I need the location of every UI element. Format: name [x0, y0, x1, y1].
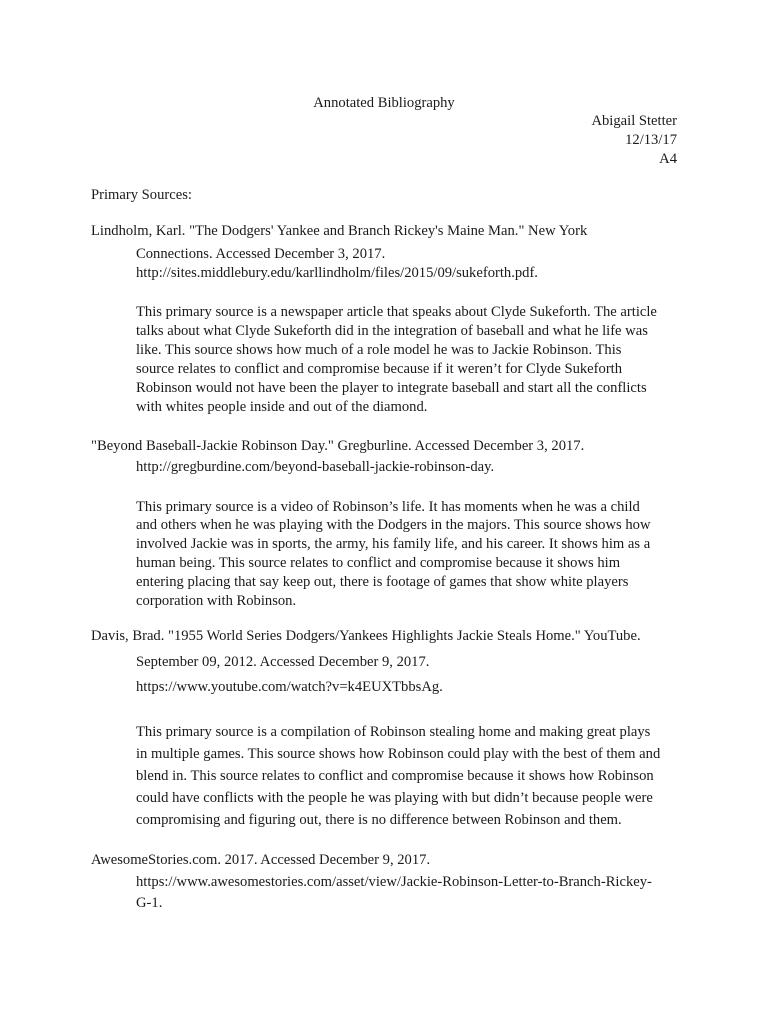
annotation-line: human being. This source relates to conflict and compromise because it shows him: [136, 555, 621, 571]
annotation-line: and others when he was playing with the Dodgers in the majors. This source shows how: [136, 517, 651, 533]
citation-line: Davis, Brad. "1955 World Series Dodgers/Yankees Highlights Jackie Steals Home." YouTube.: [91, 628, 641, 644]
citation-line: September 09, 2012. Accessed December 9, 2017.: [136, 654, 430, 670]
annotation-line: talks about what Clyde Sukeforth did in the integration of baseball and what he life was: [136, 323, 648, 339]
annotation-line: compromising and figuring out, there is no difference between Robinson and them.: [136, 812, 622, 828]
citation-url: G-1.: [136, 895, 163, 911]
citation-line: Lindholm, Karl. "The Dodgers' Yankee and Branch Rickey's Maine Man." New York: [91, 223, 588, 239]
annotation-line: Robinson would not have been the player to integrate baseball and start all the conflicts: [136, 380, 647, 396]
annotation-line: like. This source shows how much of a role model he was to Jackie Robinson. This: [136, 342, 622, 358]
annotation-line: source relates to conflict and compromise because if it weren’t for Clyde Sukeforth: [136, 361, 623, 377]
annotation-line: could have conflicts with the people he was playing with but didn’t because people were: [136, 790, 653, 806]
annotation-line: blend in. This source relates to conflict and compromise because it shows how Robinson: [136, 768, 654, 784]
author-name: Abigail Stetter: [591, 113, 677, 129]
annotation-line: in multiple games. This source shows how Robinson could play with the best of them and: [136, 746, 661, 762]
section-heading: Primary Sources:: [91, 187, 192, 203]
citation-url: http://gregburdine.com/beyond-baseball-jackie-robinson-day.: [136, 459, 495, 475]
annotation-line: This primary source is a newspaper article that speaks about Clyde Sukeforth. The article: [136, 304, 657, 320]
annotation-line: involved Jackie was in sports, the army, his family life, and his career. It shows him as a: [136, 536, 651, 552]
citation-url: http://sites.middlebury.edu/karllindholm/files/2015/09/sukeforth.pdf.: [136, 265, 538, 281]
page-title: Annotated Bibliography: [313, 95, 455, 111]
annotation-line: corporation with Robinson.: [136, 593, 297, 609]
annotation-line: This primary source is a video of Robinson’s life. It has moments when he was a child: [136, 499, 640, 515]
citation-url: https://www.youtube.com/watch?v=k4EUXTbbsAg.: [136, 679, 443, 695]
annotation-line: entering placing that say keep out, there is footage of games that show white players: [136, 574, 629, 590]
citation-line: Connections. Accessed December 3, 2017.: [136, 246, 386, 262]
citation-line: AwesomeStories.com. 2017. Accessed December 9, 2017.: [91, 852, 431, 868]
document-date: 12/13/17: [625, 132, 677, 148]
annotation-line: with whites people inside and out of the diamond.: [136, 399, 428, 415]
citation-line: "Beyond Baseball-Jackie Robinson Day." Gregburline. Accessed December 3, 2017.: [91, 438, 585, 454]
citation-url: https://www.awesomestories.com/asset/view/Jackie-Robinson-Letter-to-Branch-Rickey-: [136, 874, 652, 890]
annotation-line: This primary source is a compilation of Robinson stealing home and making great plays: [136, 724, 651, 740]
class-period: A4: [659, 151, 677, 167]
